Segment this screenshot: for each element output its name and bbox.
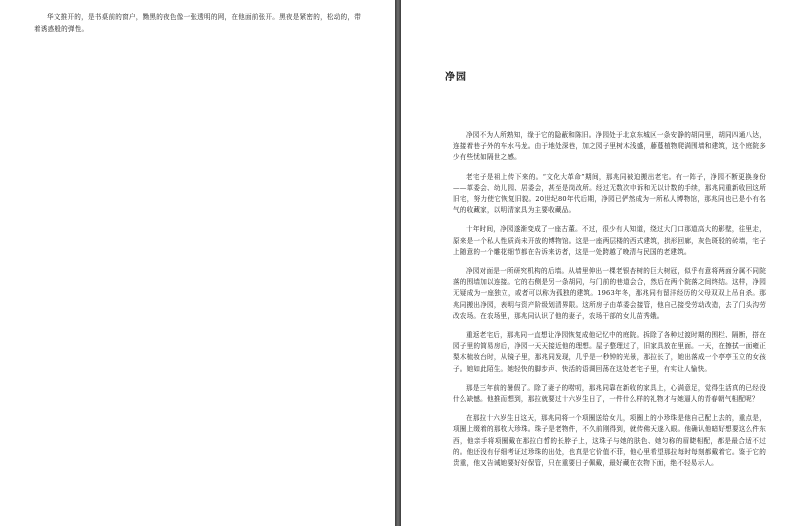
chapter-title: 净园 xyxy=(445,72,467,83)
body-paragraph-4: 净园对面是一所研究机构的后墙。从墙里伸出一棵老银杏树的巨大树冠，似乎有意将两面分属不同院落的围墙加以连接。它的右侧是另一条胡同，与门前的巷道会合，然后在两个院落之间终结。这样，净园无疑成为一座独立，或者可以称为孤独的建筑。1963年冬，那兆同有留洋经历的父母双双上吊自杀。那兆同搬出净园，表明与资产阶级划清界限。这所房子由革委会接管，他自己接受劳动改造，去了门头沟劳改农场。在农场里，那兆同认识了他的妻子，农场干部的女儿苗秀娥。 xyxy=(453,267,766,320)
right-page xyxy=(401,0,798,526)
chapter-body xyxy=(421,130,766,469)
left-page xyxy=(0,0,395,526)
body-paragraph-6: 那是三年前的暑假了。除了妻子的唠叨，那兆同靠在新收的家具上，心满意足，觉得生活真的已经没什么缺憾。他推而想到，那拉就要过十六岁生日了，一件什么样的礼物才与她逼人的青春朝气相配呢？ xyxy=(453,383,766,404)
body-paragraph-3: 十年时间，净园遂渐变成了一座古董。不过，很少有人知道，绕过大门口那道高大的影壁，往里走，原来是一个私人性质尚未开放的博物馆。这是一座两层楼的西式建筑，拱形回廊，灰色斑驳的砖墙，宅子上随意的一个雕花细节都在告诉来访者，这是一处跨越了晚清与民国的老建筑。 xyxy=(453,225,766,256)
body-paragraph-5: 重返老宅后，那兆同一直想让净园恢复成他记忆中的庭院。拆除了各种过渡时期的围栏、隔断，搭在园子里的简易房后，净园一天天接近他的理想。屋子整理过了，旧家具放在里面。一天，在擦拭一面雍正梨木梳妆台时，从镜子里，那兆同发现，几乎是一秒钟的光景，那拉长了，她出落成一个亭亭玉立的女孩子。她如此陌生。她轻快的脚步声、快活的语调回荡在这处老宅子里，有实让人愉快。 xyxy=(453,331,766,373)
body-paragraph-7: 在那拉十六岁生日这天，那兆同将一个项圈送给女儿，项圈上的小珍珠是他自己配上去的，重点是，项圈上缀着的那枚大珍珠。珠子是老物件，不久前刚得到，就传佛天遂入眼。他确认他暗好想要这么件东西，他亲手将项圈戴在那拉白皙的长脖子上，这珠子与她的肤色、她匀称的眉睫相配，都是最合适不过的。他还没有仔细考证过珍珠的出处，也真是它价值不菲，他心里希望那拉每时每刻都戴着它。鉴于它的贵重，他又告诫她要好好保管，只在重要日子佩戴，最好藏在衣物下面，绝不轻易示人。 xyxy=(453,414,766,468)
body-paragraph-1: 净园不为人所熟知，缘于它的隐蔽和陈旧。净园处于北京东城区一条安静的胡同里，胡同四通八达，连接着巷子外的车水马龙。由于地处深巷，加之园子里树木浅盛，藤蔓植物爬满围墙和建筑，这个庭院多少有些忧如隔世之感。 xyxy=(453,131,766,162)
left-paragraph-1: 华文推开的，是书桌前的窗户，黝黑的夜色像一张透明的网，在他面前张开。黑夜是紧密的，松动的，带着诱惑般的弹性。 xyxy=(34,13,361,33)
body-paragraph-2: 老宅子是祖上传下来的。“文化大革命”期间，那兆同被迫搬出老宅。有一阵子，净园不断更换身份——革委会、幼儿园、居委会，甚至是岗改所。经过无数次申诉和无以计数的手续，那兆同重新收回这所旧宅，努力使它恢复旧貌。20世纪80年代后期，净园已俨然成为一所私人博物馆，那兆同也已是小有名气的收藏家，以明清家具为主要收藏品。 xyxy=(453,172,766,215)
